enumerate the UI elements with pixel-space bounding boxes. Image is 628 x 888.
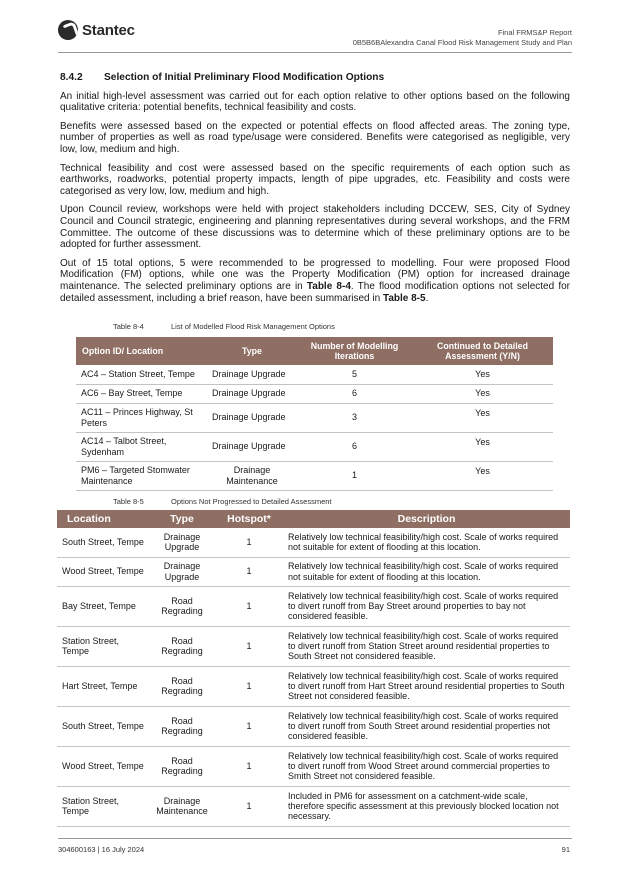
table-cell: 1 xyxy=(215,528,283,557)
table-cell: AC4 – Station Street, Tempe xyxy=(76,365,207,384)
column-header: Number of Modelling Iterations xyxy=(297,337,412,365)
table-cell: South Street, Tempe xyxy=(57,706,149,746)
report-subtitle: 0B5B6BAlexandra Canal Flood Risk Management Study and Plan xyxy=(352,38,572,47)
table-cell: Drainage Upgrade xyxy=(207,365,297,384)
table-cell: Drainage Upgrade xyxy=(149,557,215,586)
paragraph-5-text-a: Out of 15 total options, 5 were recommended to be progressed to modelling. Four were proposed Flood Modification (FM) options, while one was the Property Modification (PM) option for increased drainage maintenance. The selected preliminary options are in xyxy=(60,257,570,292)
table-cell: Relatively low technical feasibility/high cost. Scale of works required to divert runoff from Wood Street around commercial properties to Smith Street not considered feasible. xyxy=(283,746,570,786)
table-cell: South Street, Tempe xyxy=(57,528,149,557)
table-row xyxy=(57,626,570,666)
paragraph-5 xyxy=(60,258,570,304)
table-8-5 xyxy=(57,510,570,827)
table-row xyxy=(76,403,553,432)
report-title: Final FRMS&P Report xyxy=(497,28,572,37)
table-header-row xyxy=(76,337,553,365)
table-cell: 1 xyxy=(215,786,283,826)
table-8-4-caption-number: Table 8-4 xyxy=(113,322,144,331)
table-cell: Road Regrading xyxy=(149,586,215,626)
table-cell: Relatively low technical feasibility/high cost. Scale of works required not suitable for extent of flooding at this location. xyxy=(283,528,570,557)
page-number: 91 xyxy=(561,845,570,854)
table-cell: Hart Street, Tempe xyxy=(57,666,149,706)
column-header: Location xyxy=(57,510,149,528)
table-cell: 1 xyxy=(215,626,283,666)
table-cell: Bay Street, Tempe xyxy=(57,586,149,626)
table-row xyxy=(57,586,570,626)
stantec-logo xyxy=(58,20,135,40)
table-8-5-reference[interactable]: Table 8-5 xyxy=(382,292,426,304)
table-cell: Drainage Maintenance xyxy=(149,786,215,826)
table-cell: Drainage Maintenance xyxy=(207,461,297,490)
table-cell: AC14 – Talbot Street, Sydenham xyxy=(76,432,207,461)
table-cell: 1 xyxy=(215,557,283,586)
table-8-5-caption xyxy=(113,497,332,506)
table-8-5-caption-text: Options Not Progressed to Detailed Assessment xyxy=(171,497,332,506)
paragraph-5-text-c: . xyxy=(425,292,429,304)
table-row xyxy=(57,528,570,557)
table-8-4-caption xyxy=(113,322,335,331)
body-content xyxy=(60,72,570,311)
column-header: Description xyxy=(283,510,570,528)
column-header: Hotspot* xyxy=(215,510,283,528)
header-divider xyxy=(58,52,572,53)
table-cell: Yes xyxy=(412,384,553,403)
table-cell: Relatively low technical feasibility/high cost. Scale of works required not suitable for extent of flooding at this location. xyxy=(283,557,570,586)
section-number: 8.4.2 xyxy=(60,72,83,83)
table-row xyxy=(76,384,553,403)
paragraph-4: Upon Council review, workshops were held with project stakeholders including DCCEW, SES, City of Sydney Council and Council strategic, engineering and planning representatives during several workshops, and the FRM Committee. The outcome of these discussions was to determine which of these preliminary options are to be adopted for further assessment. xyxy=(60,204,570,251)
table-cell: 3 xyxy=(297,403,412,432)
table-row xyxy=(57,666,570,706)
table-row xyxy=(76,432,553,461)
paragraph-1: An initial high-level assessment was carried out for each option relative to other options based on the following qualitative criteria: potential benefits, technical feasibility and costs. xyxy=(60,90,570,114)
table-cell: Station Street, Tempe xyxy=(57,626,149,666)
footer-divider xyxy=(58,838,572,839)
table-row xyxy=(57,786,570,826)
table-8-5-caption-number: Table 8-5 xyxy=(113,497,144,506)
table-cell: 1 xyxy=(297,461,412,490)
page-header xyxy=(58,18,572,52)
table-cell: Station Street, Tempe xyxy=(57,786,149,826)
paragraph-3: Technical feasibility and cost were assessed based on the specific requirements of each option such as earthworks, roadworks, potential property impacts, length of pipe upgrades, etc. Feasibility and costs were categorised as very low, low, medium and high. xyxy=(60,162,570,197)
table-cell: Drainage Upgrade xyxy=(207,384,297,403)
column-header: Continued to Detailed Assessment (Y/N) xyxy=(412,337,553,365)
table-cell: Yes xyxy=(412,432,553,461)
table-row xyxy=(76,365,553,384)
table-cell: Included in PM6 for assessment on a catchment-wide scale, therefore specific assessment at this previously blocked location not necessary. xyxy=(283,786,570,826)
table-cell: Yes xyxy=(412,461,553,490)
table-row xyxy=(57,746,570,786)
table-cell: Wood Street, Tempe xyxy=(57,557,149,586)
table-cell: Drainage Upgrade xyxy=(149,528,215,557)
table-cell: Road Regrading xyxy=(149,666,215,706)
table-cell: Road Regrading xyxy=(149,626,215,666)
table-cell: 1 xyxy=(215,666,283,706)
table-header-row xyxy=(57,510,570,528)
table-cell: Drainage Upgrade xyxy=(207,403,297,432)
table-cell: Yes xyxy=(412,365,553,384)
footer-doc-ref: 304600163 | 16 July 2024 xyxy=(58,845,145,854)
table-cell: Relatively low technical feasibility/high cost. Scale of works required to divert runoff from Station Street around residential properties to South Street not considered feasible. xyxy=(283,626,570,666)
table-8-4-caption-text: List of Modelled Flood Risk Management Options xyxy=(171,322,335,331)
table-row xyxy=(57,706,570,746)
table-8-4 xyxy=(76,337,553,491)
logo-text: Stantec xyxy=(82,21,135,39)
table-row xyxy=(57,557,570,586)
table-cell: Relatively low technical feasibility/high cost. Scale of works required to divert runoff from Bay Street around properties to bay not considered feasible. xyxy=(283,586,570,626)
table-cell: 6 xyxy=(297,384,412,403)
report-header-text xyxy=(353,28,572,48)
table-cell: Yes xyxy=(412,403,553,432)
table-cell: Relatively low technical feasibility/high cost. Scale of works required to divert runoff from South Street around residential properties not considered feasible. xyxy=(283,706,570,746)
table-cell: Road Regrading xyxy=(149,746,215,786)
table-cell: 6 xyxy=(297,432,412,461)
column-header: Option ID/ Location xyxy=(76,337,207,365)
column-header: Type xyxy=(149,510,215,528)
section-heading xyxy=(60,72,570,84)
paragraph-5-text-b: . The flood modification options not selected for detailed assessment, including a brief reason, have been summarised in xyxy=(60,280,570,304)
table-cell: 1 xyxy=(215,706,283,746)
table-row xyxy=(76,461,553,490)
table-8-4-reference[interactable]: Table 8-4 xyxy=(306,280,351,292)
table-cell: Road Regrading xyxy=(149,706,215,746)
table-cell: Wood Street, Tempe xyxy=(57,746,149,786)
table-cell: PM6 – Targeted Stomwater Maintenance xyxy=(76,461,207,490)
table-cell: Drainage Upgrade xyxy=(207,432,297,461)
table-cell: AC6 – Bay Street, Tempe xyxy=(76,384,207,403)
table-cell: 1 xyxy=(215,586,283,626)
paragraph-2: Benefits were assessed based on the expected or potential effects on flood affected areas. The zoning type, number of properties as well as road type/usage were considered. Benefits were categorised as negligible, very low, low, medium and high. xyxy=(60,120,570,155)
table-cell: 5 xyxy=(297,365,412,384)
stantec-logo-icon xyxy=(58,20,78,40)
column-header: Type xyxy=(207,337,297,365)
table-cell: AC11 – Princes Highway, St Peters xyxy=(76,403,207,432)
section-title: Selection of Initial Preliminary Flood Modification Options xyxy=(104,72,385,83)
table-cell: 1 xyxy=(215,746,283,786)
table-cell: Relatively low technical feasibility/high cost. Scale of works required to divert runoff from Hart Street around residential properties to South Street not considered feasible. xyxy=(283,666,570,706)
